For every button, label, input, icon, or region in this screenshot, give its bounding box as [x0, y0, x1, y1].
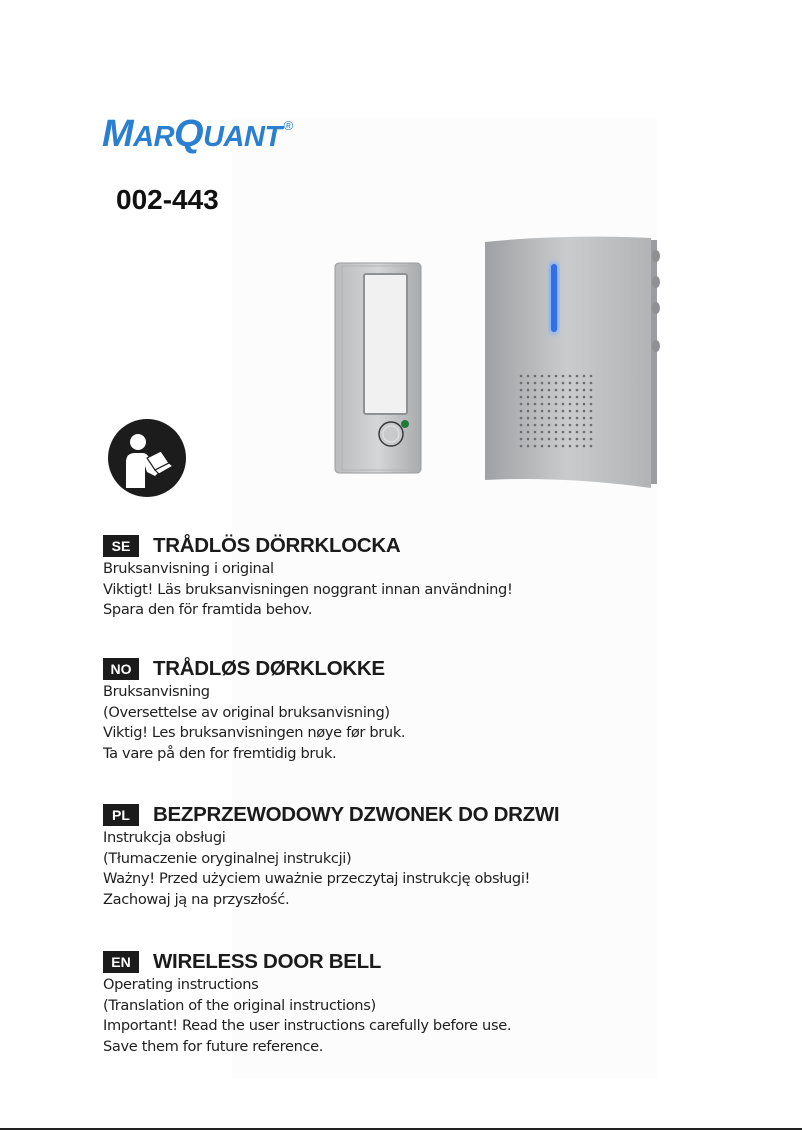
- section-line: Viktigt! Läs bruksanvisningen noggrant innan användning!: [103, 580, 513, 598]
- section-line: Viktig! Les bruksanvisningen nøye før bruk.: [103, 724, 406, 741]
- language-badge-no: NO: [103, 658, 139, 680]
- section-pl: [103, 802, 663, 910]
- section-line: (Oversettelse av original bruksanvisning): [103, 703, 390, 721]
- section-line: Zachowaj ją na przyszłość.: [103, 890, 290, 908]
- section-line: Bruksanvisning: [103, 683, 210, 700]
- section-line: (Translation of the original instructions): [103, 996, 376, 1014]
- doorbell-push-button-image: [334, 262, 429, 474]
- language-badge-pl: PL: [103, 804, 139, 826]
- section-title-no: TRÅDLØS DØRKLOKKE: [153, 657, 385, 680]
- led-indicator: [551, 264, 557, 332]
- section-title-se: TRÅDLÖS DÖRRKLOCKA: [153, 534, 401, 557]
- language-badge-en: EN: [103, 951, 139, 973]
- model-number: 002-443: [116, 184, 219, 215]
- read-manual-icon: [107, 418, 187, 498]
- section-line: Save them for future reference.: [103, 1037, 324, 1055]
- brand-logo: MARQUANT ®: [102, 113, 293, 155]
- section-en: [103, 949, 663, 1057]
- section-line: (Tłumaczenie oryginalnej instrukcji): [103, 849, 352, 867]
- section-title-en: WIRELESS DOOR BELL: [153, 950, 382, 973]
- section-line: Operating instructions: [103, 976, 259, 993]
- section-no: [103, 656, 663, 764]
- section-line: Important! Read the user instructions carefully before use.: [103, 1017, 512, 1034]
- section-line: Ta vare på den for fremtidig bruk.: [103, 744, 337, 762]
- language-badge-se: SE: [103, 535, 139, 557]
- section-se: [103, 533, 663, 621]
- section-line: Instrukcja obsługi: [103, 829, 226, 846]
- section-title-pl: BEZPRZEWODOWY DZWONEK DO DRZWI: [153, 803, 560, 826]
- doorbell-receiver-image: [483, 236, 663, 492]
- section-line: Spara den för framtida behov.: [103, 601, 313, 618]
- section-line: Bruksanvisning i original: [103, 560, 274, 577]
- section-line: Ważny! Przed użyciem uważnie przeczytaj instrukcję obsługi!: [103, 870, 531, 887]
- registered-mark: ®: [283, 118, 293, 133]
